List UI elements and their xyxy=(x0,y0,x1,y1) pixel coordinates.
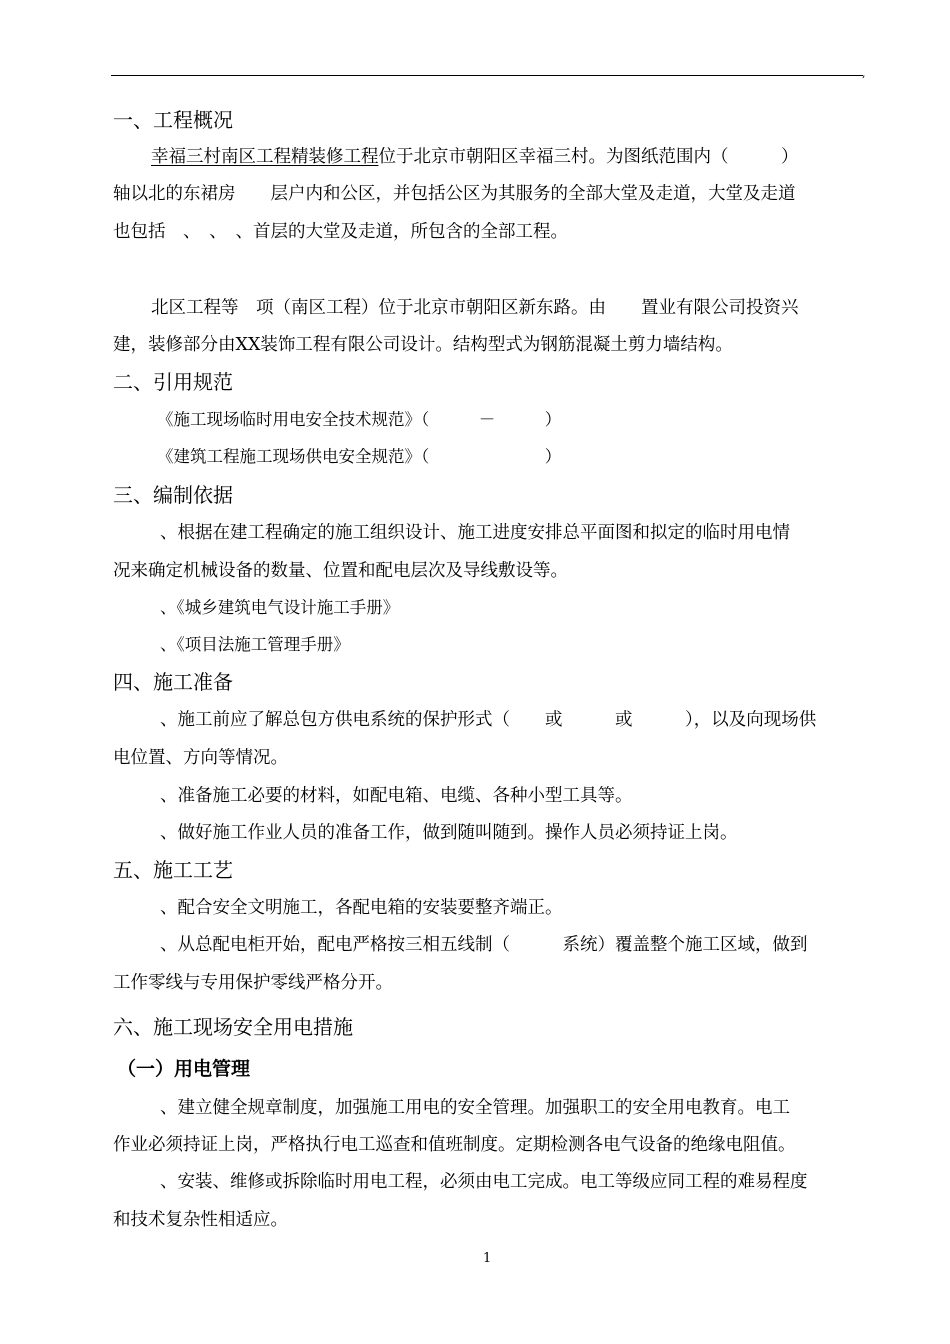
section-5-title: 五、施工工艺 xyxy=(113,858,233,882)
header-mark: , xyxy=(862,67,866,80)
section-4-title: 四、施工准备 xyxy=(113,670,233,694)
section-6-item-1-line-2: 作业必须持证上岗，严格执行电工巡查和值班制度。定期检测各电气设备的绝缘电阻值。 xyxy=(113,1135,796,1155)
section-3-item-3: 、《项目法施工管理手册》 xyxy=(160,635,350,654)
section-3-item-1-line-1: 、根据在建工程确定的施工组织设计、施工进度安排总平面图和拟定的临时用电情 xyxy=(160,523,790,543)
project-name: 幸福三村南区工程精装修工程 xyxy=(151,147,379,167)
section-6-item-1-line-1: 、建立健全规章制度，加强施工用电的安全管理。加强职工的安全用电教育。电工 xyxy=(160,1098,790,1118)
header-rule xyxy=(111,75,863,76)
section-5-item-2-line-1: 、从总配电柜开始，配电严格按三相五线制（ 系统）覆盖整个施工区域，做到 xyxy=(160,935,808,955)
page-number: 1 xyxy=(483,1251,492,1266)
section-4-item-3: 、做好施工作业人员的准备工作，做到随叫随到。操作人员必须持证上岗。 xyxy=(160,823,738,843)
section-1-title: 一、工程概况 xyxy=(113,108,233,132)
reference-1: 《施工现场临时用电安全技术规范》（ － ） xyxy=(157,410,562,429)
section-6-title: 六、施工现场安全用电措施 xyxy=(113,1015,353,1039)
section-3-item-2: 、《城乡建筑电气设计施工手册》 xyxy=(160,598,400,617)
section-6-item-2-line-2: 和技术复杂性相适应。 xyxy=(113,1210,288,1230)
section-3-item-1-line-2: 况来确定机械设备的数量、位置和配电层次及导线敷设等。 xyxy=(113,561,568,581)
section-1-para-1-line-3: 也包括 、 、 、首层的大堂及走道，所包含的全部工程。 xyxy=(113,222,568,242)
section-1-para-2-line-2: 建，装修部分由XX装饰工程有限公司设计。结构型式为钢筋混凝土剪力墙结构。 xyxy=(113,335,733,355)
section-1-para-1-line-1 xyxy=(151,145,799,169)
reference-2: 《建筑工程施工现场供电安全规范》（ ） xyxy=(157,447,562,466)
section-4-item-1-line-2: 电位置、方向等情况。 xyxy=(113,748,288,768)
section-2-title: 二、引用规范 xyxy=(113,370,233,394)
section-6-subsection-1-title: （一）用电管理 xyxy=(117,1058,251,1080)
section-5-item-1: 、配合安全文明施工，各配电箱的安装要整齐端正。 xyxy=(160,898,563,918)
section-3-title: 三、编制依据 xyxy=(113,483,233,507)
para-1-line-1-rest: 位于北京市朝阳区幸福三村。为图纸范围内（ ） xyxy=(378,147,799,167)
section-6-item-2-line-1: 、安装、维修或拆除临时用电工程，必须由电工完成。电工等级应同工程的难易程度 xyxy=(160,1172,808,1192)
section-4-item-1-line-1: 、施工前应了解总包方供电系统的保护形式（ 或 或 ），以及向现场供 xyxy=(160,710,817,730)
section-4-item-2: 、准备施工必要的材料，如配电箱、电缆、各种小型工具等。 xyxy=(160,786,633,806)
section-1-para-2-line-1: 北区工程等 项（南区工程）位于北京市朝阳区新东路。由 置业有限公司投资兴 xyxy=(151,298,799,318)
section-5-item-2-line-2: 工作零线与专用保护零线严格分开。 xyxy=(113,973,393,993)
section-1-para-1-line-2: 轴以北的东裙房 层户内和公区，并包括公区为其服务的全部大堂及走道，大堂及走道 xyxy=(113,184,796,204)
